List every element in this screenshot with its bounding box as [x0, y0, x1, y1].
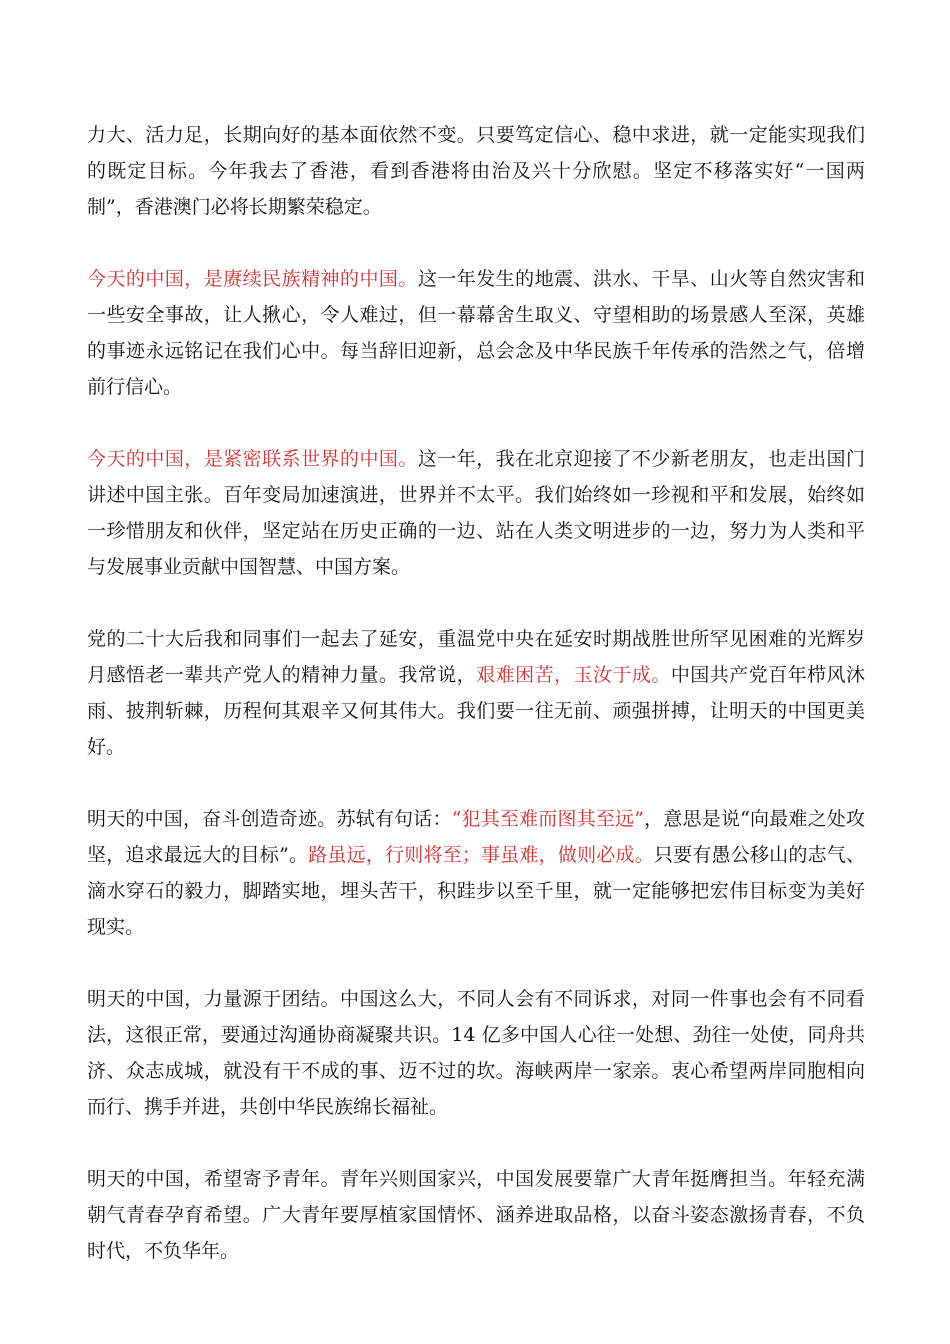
paragraph-5-text-a: 明天的中国，奋斗创造奇迹。苏轼有句话：: [87, 808, 452, 830]
paragraph-2: [87, 261, 865, 405]
paragraph-1: [87, 117, 865, 225]
paragraph-5: [87, 801, 865, 945]
paragraph-3-highlight: 今天的中国，是紧密联系世界的中国。: [87, 448, 418, 470]
paragraph-4-highlight: 艰难困苦，玉汝于成。: [476, 664, 671, 686]
paragraph-5-text-c: 只要有愚公移山的志气、滴水穿石的毅力，脚踏实地，埋头苦干，积跬步以至千里，就一定能够把宏伟目标变为美好现实。: [87, 844, 865, 938]
paragraph-5-quote-highlight: “犯其至难而图其至远”: [451, 808, 644, 830]
paragraph-2-text: 这一年发生的地震、洪水、干旱、山火等自然灾害和一些安全事故，让人揪心，令人难过，但一幕幕舍生取义、守望相助的场景感人至深，英雄的事迹永远铭记在我们心中。每当辞旧迎新，总会念及中华民族千年传承的浩然之气，倍增前行信心。: [87, 268, 865, 398]
paragraph-3: [87, 441, 865, 585]
paragraph-4-text-a: 党的二十大后我和同事们一起去了延安，重温党中央在延安时期战胜世所罕见困难的光辉岁月感悟老一辈共产党人的精神力量。我常说，: [87, 628, 865, 686]
paragraph-7-text: 明天的中国，希望寄予青年。青年兴则国家兴，中国发展要靠广大青年挺膺担当。年轻充满朝气青春孕育希望。广大青年要厚植家国情怀、涵养进取品格，以奋斗姿态激扬青春，不负时代，不负华年。: [87, 1168, 865, 1262]
paragraph-7: [87, 1161, 865, 1269]
paragraph-6: [87, 981, 865, 1125]
paragraph-6-text: 明天的中国，力量源于团结。中国这么大，不同人会有不同诉求，对同一件事也会有不同看法，这很正常，要通过沟通协商凝聚共识。14 亿多中国人心往一处想、劲往一处使，同舟共济、众志成城，就没有干不成的事、迈不过的坎。海峡两岸一家亲。衷心希望两岸同胞相向而行、携手并进，共创中华民族绵长福祉。: [87, 988, 865, 1118]
paragraph-5-motto-highlight: 路虽远，行则将至；事虽难，做则必成。: [308, 844, 654, 866]
paragraph-1-text: 力大、活力足，长期向好的基本面依然不变。只要笃定信心、稳中求进，就一定能实现我们的既定目标。今年我去了香港，看到香港将由治及兴十分欣慰。坚定不移落实好“一国两制”，香港澳门必将长期繁荣稳定。: [87, 124, 865, 218]
paragraph-5-text-b: ，意思是说“向最难之处攻坚，追求最远大的目标”。: [87, 808, 865, 866]
document-page: [87, 117, 865, 1305]
paragraph-3-text: 这一年，我在北京迎接了不少新老朋友，也走出国门讲述中国主张。百年变局加速演进，世界并不太平。我们始终如一珍视和平和发展，始终如一珍惜朋友和伙伴，坚定站在历史正确的一边、站在人类文明进步的一边，努力为人类和平与发展事业贡献中国智慧、中国方案。: [87, 448, 865, 578]
paragraph-4: [87, 621, 865, 765]
paragraph-4-text-b: 中国共产党百年栉风沐雨、披荆斩棘，历程何其艰辛又何其伟大。我们要一往无前、顽强拼搏，让明天的中国更美好。: [87, 664, 865, 758]
paragraph-2-highlight: 今天的中国，是赓续民族精神的中国。: [87, 268, 418, 290]
